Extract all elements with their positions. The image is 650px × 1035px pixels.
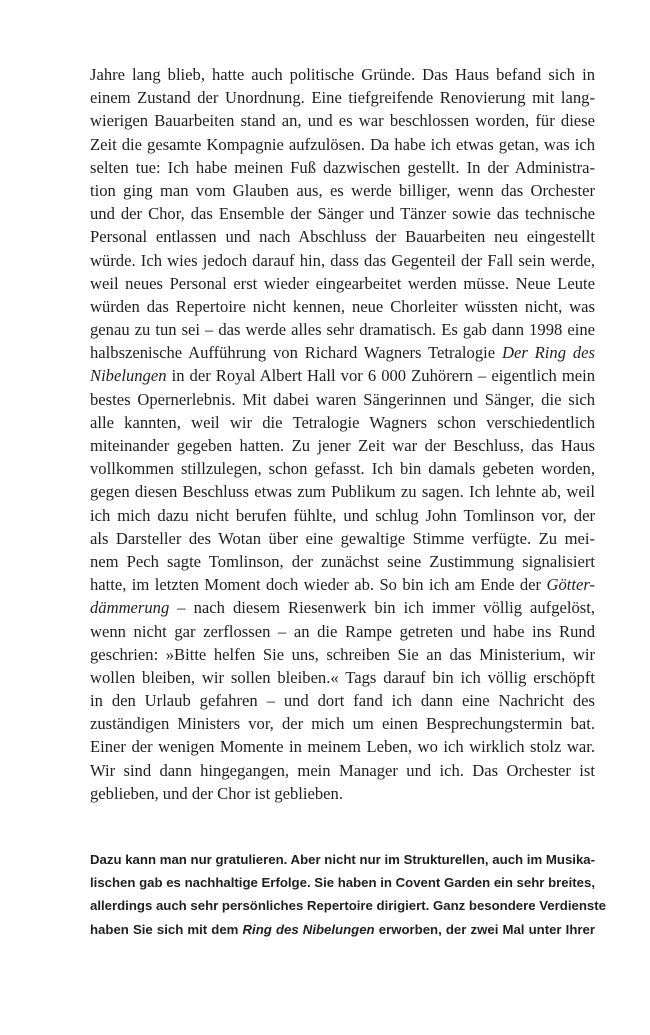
text-line: einem Zustand der Unordnung. Eine tiefgreifende Renovierung mit lang- — [90, 88, 595, 108]
text-segment: hatte, im letzten Moment doch wieder ab. So bin ich am Ende der — [90, 575, 547, 595]
text-segment: halbszenische Aufführung von Richard Wagners Tetralogie — [90, 343, 502, 363]
text-line: würde. Ich wies jedoch darauf hin, dass das Gegenteil der Fall sein werde, — [90, 250, 595, 270]
answer-paragraph — [90, 63, 595, 805]
question-line — [90, 918, 595, 941]
text-line: ich mich dazu nicht berufen fühlte, und schlug John Tomlinson vor, der — [90, 505, 595, 525]
text-line: als Darsteller des Wotan über eine gewaltige Stimme verfügte. Zu mei- — [90, 528, 595, 548]
text-line: bestes Opernerlebnis. Mit dabei waren Sängerinnen und Sänger, die sich — [90, 389, 595, 409]
text-segment: erworben, der zwei Mal unter Ihrer — [374, 921, 596, 937]
work-title-italic: Der Ring des — [501, 343, 595, 363]
text-line: miteinander gegeben hatten. Zu jener Zeit war der Beschluss, das Haus — [90, 436, 595, 455]
text-line: vollkommen stillzulegen, schon gefasst. Ich bin damals gebeten worden, — [90, 459, 595, 479]
text-line: geblieben, und der Chor ist geblieben. — [90, 783, 343, 803]
text-segment: – nach diesem Riesenwerk bin ich immer völlig aufgelöst, — [169, 598, 595, 618]
text-line: würden das Repertoire nicht kennen, neue Chorleiter wüssten nicht, was — [90, 296, 595, 316]
interview-question — [90, 848, 606, 941]
text-line: gegen diesen Beschluss etwas zum Publikum zu sagen. Ich lehnte ab, weil — [90, 482, 595, 502]
text-line: Personal entlassen und nach Abschluss der Bauarbeiten neu eingestellt — [90, 227, 595, 247]
text-line: weil neues Personal erst wieder eingearbeitet werden müsse. Neue Leute — [90, 273, 595, 293]
work-title-italic: Nibelungen — [90, 366, 167, 386]
text-line: selten tue: Ich habe meinen Fuß dazwischen gestellt. In der Administra- — [90, 157, 595, 177]
question-line: lischen gab es nachhaltige Erfolge. Sie haben in Covent Garden ein sehr breites, — [90, 875, 595, 891]
text-line: genau zu tun sei – das werde alles sehr dramatisch. Es gab dann 1998 eine — [90, 320, 595, 340]
text-line: Jahre lang blieb, hatte auch politische Gründe. Das Haus befand sich in — [90, 65, 595, 84]
text-line: wollen bleiben, wir sollen bleiben.« Tags darauf bin ich völlig erschöpft — [90, 667, 595, 687]
question-line: Dazu kann man nur gratulieren. Aber nicht nur im Strukturellen, auch im Musika- — [90, 852, 595, 867]
text-line — [90, 364, 595, 387]
text-line — [90, 341, 595, 364]
text-line: tion ging man vom Glauben aus, es werde billiger, wenn das Orchester — [90, 180, 595, 200]
work-title-italic: dämmerung — [90, 598, 170, 618]
work-title-italic: Götter- — [546, 575, 595, 595]
work-title-italic: Ring des Nibelungen — [242, 921, 375, 937]
text-line: Einer der wenigen Momente in meinem Leben, wo ich wirklich stolz war. — [90, 737, 595, 757]
text-line — [90, 573, 595, 596]
text-line: zuständigen Ministers vor, der mich um einen Besprechungstermin bat. — [90, 714, 595, 734]
text-line: Wir sind dann hingegangen, mein Manager und ich. Das Orchester ist — [90, 760, 595, 780]
text-line: wierigen Bauarbeiten stand an, und es war beschlossen worden, für diese — [90, 111, 595, 131]
text-line: geschrien: »Bitte helfen Sie uns, schreiben Sie an das Ministerium, wir — [90, 644, 595, 664]
text-line: alle kannten, weil wir die Tetralogie Wagners schon verschiedentlich — [90, 412, 595, 432]
text-segment: in der Royal Albert Hall vor 6 000 Zuhörern – eigentlich mein — [166, 366, 595, 386]
text-line: Zeit die gesamte Kompagnie aufzulösen. Da habe ich etwas getan, was ich — [90, 134, 595, 154]
text-line: nem Pech sagte Tomlinson, der zunächst seine Zustimmung signalisiert — [90, 551, 595, 571]
text-line: in den Urlaub gefahren – und dort fand ich dann eine Nachricht des — [90, 691, 595, 711]
text-line: und der Chor, das Ensemble der Sänger und Tänzer sowie das technische — [90, 204, 595, 224]
text-line: wenn nicht gar zerflossen – an die Rampe getreten und habe ins Rund — [90, 621, 595, 641]
text-segment: haben Sie sich mit dem — [90, 921, 243, 937]
question-line: allerdings auch sehr persönliches Repertoire dirigiert. Ganz besondere Verdienste — [90, 898, 606, 914]
text-line — [90, 596, 595, 619]
